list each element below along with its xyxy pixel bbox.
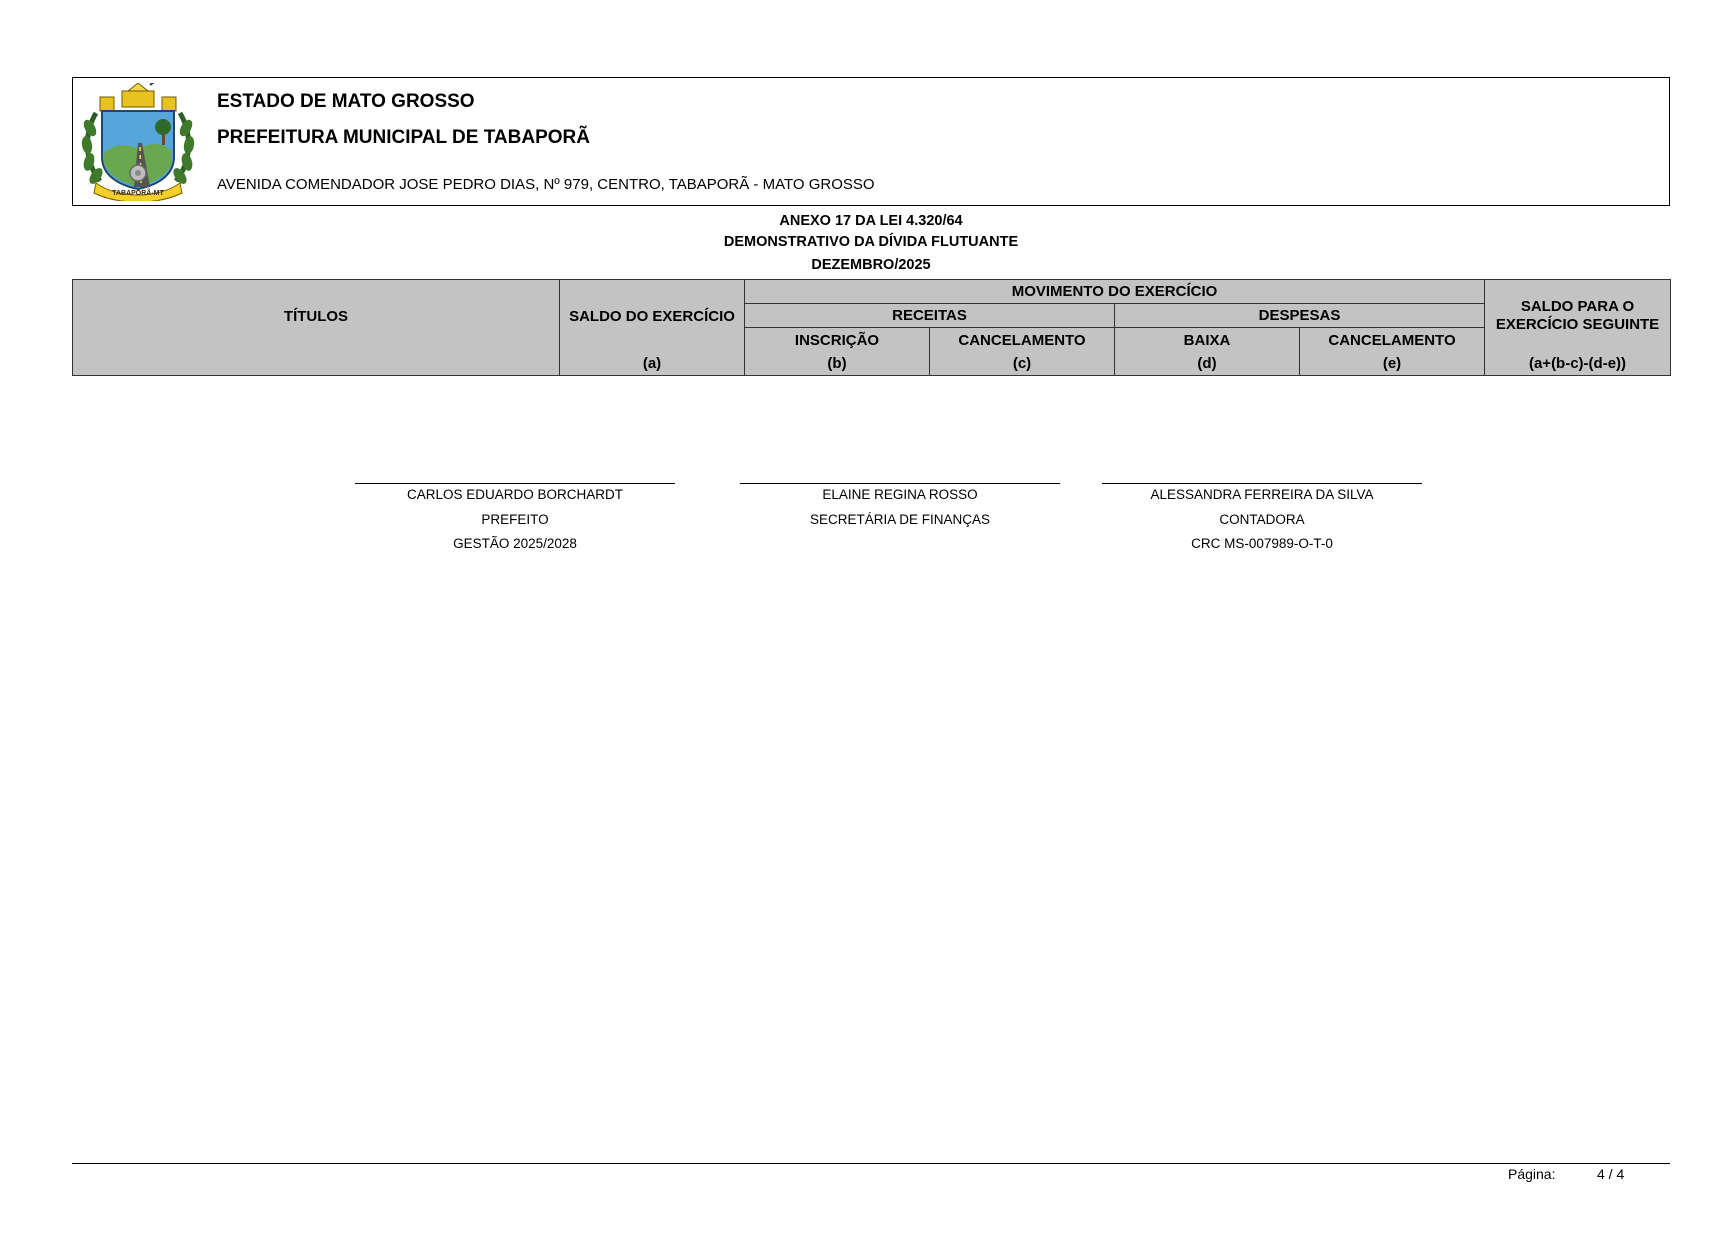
col-baixa: BAIXA <box>1115 328 1300 353</box>
page-number: 4 / 4 <box>1597 1166 1625 1182</box>
report-title-demonstrativo: DEMONSTRATIVO DA DÍVIDA FLUTUANTE <box>723 234 1019 250</box>
col-b-label: (b) <box>745 353 930 376</box>
signature-role-contadora: CONTADORA <box>1219 512 1305 527</box>
col-inscricao: INSCRIÇÃO <box>745 328 930 353</box>
col-formula-label: (a+(b-c)-(d-e)) <box>1485 353 1671 376</box>
state-name: ESTADO DE MATO GROSSO <box>217 91 475 112</box>
signature-line-prefeito <box>355 483 675 484</box>
saldo-seguinte-line2: EXERCÍCIO SEGUINTE <box>1495 316 1660 334</box>
col-c-label: (c) <box>930 353 1115 376</box>
report-title-period: DEZEMBRO/2025 <box>811 257 931 273</box>
debt-table-header <box>72 279 1671 376</box>
col-cancelamento-despesas: CANCELAMENTO <box>1300 328 1485 353</box>
col-despesas: DESPESAS <box>1115 304 1485 328</box>
col-cancelamento-receitas: CANCELAMENTO <box>930 328 1115 353</box>
prefeitura-name: PREFEITURA MUNICIPAL DE TABAPORÃ <box>217 127 590 148</box>
footer-divider <box>72 1163 1670 1164</box>
signature-role-prefeito: PREFEITO <box>481 512 549 527</box>
col-titulos: TÍTULOS <box>73 280 560 353</box>
address: AVENIDA COMENDADOR JOSE PEDRO DIAS, Nº 979, CENTRO, TABAPORÃ - MATO GROSSO <box>217 176 875 193</box>
col-titulos-blank <box>73 353 560 376</box>
col-d-label: (d) <box>1115 353 1300 376</box>
signature-name-prefeito: CARLOS EDUARDO BORCHARDT <box>406 487 624 502</box>
signature-role-secretaria: SECRETÁRIA DE FINANÇAS <box>809 512 991 527</box>
header-box <box>72 77 1670 206</box>
signature-line-secretaria <box>740 483 1060 484</box>
signature-name-contadora: ALESSANDRA FERREIRA DA SILVA <box>1150 487 1374 502</box>
signature-line-contadora <box>1102 483 1422 484</box>
saldo-seguinte-line1: SALDO PARA O <box>1520 298 1635 316</box>
col-e-label: (e) <box>1300 353 1485 376</box>
col-receitas: RECEITAS <box>745 304 1115 328</box>
col-saldo-seguinte <box>1485 280 1671 353</box>
col-movimento: MOVIMENTO DO EXERCÍCIO <box>745 280 1485 304</box>
signature-extra-contadora: CRC MS-007989-O-T-0 <box>1191 536 1333 551</box>
crest-ribbon-text: TABAPORÃ-MT <box>112 190 164 197</box>
signature-name-secretaria: ELAINE REGINA ROSSO <box>822 487 978 502</box>
col-saldo-exercicio: SALDO DO EXERCÍCIO <box>560 280 745 353</box>
coat-of-arms-icon <box>78 83 198 201</box>
signature-extra-prefeito: GESTÃO 2025/2028 <box>453 536 577 551</box>
report-title-law: ANEXO 17 DA LEI 4.320/64 <box>779 213 963 229</box>
page-label: Página: <box>1508 1166 1556 1182</box>
col-a-label: (a) <box>560 353 745 376</box>
